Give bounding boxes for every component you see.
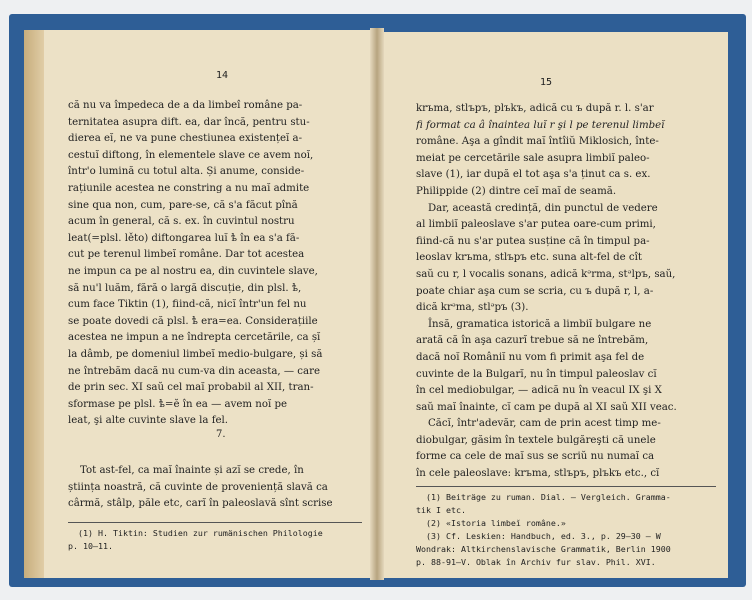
- footnote-line: (1) H. Tiktin: Studien zur rumänischen Philologie: [78, 528, 323, 538]
- footnote-line: (2) «Istoria limbeĭ române.»: [426, 518, 566, 528]
- text-line: dierea eĭ, ne va pune chestiunea existențeĭ a-: [68, 133, 303, 145]
- text-line: arată că în aşa cazurĭ trebue să ne întrebăm,: [416, 335, 649, 347]
- text-line: la dâmb, pe domeniul limbeĭ medio-bulgare, și să: [68, 348, 323, 360]
- page-number-right: 15: [540, 77, 553, 88]
- text-line: știința noastră, că cuvinte de proveniență slavă ca: [68, 481, 328, 493]
- text-line: acum în general, că s. ex. în cuvintul nostru: [68, 216, 295, 228]
- section-number: 7.: [216, 429, 226, 440]
- text-line: într'o lumină cu totul alta. Și anume, conside-: [68, 166, 305, 178]
- text-line: Însă, gramatica istorică a limbiĭ bulgare ne: [428, 318, 652, 330]
- book-gutter: [370, 28, 384, 580]
- text-line: rațiunile acestea ne constring a nu maĭ admite: [68, 182, 310, 194]
- text-line: să nu'l luăm, fără o largă discuție, din plsl. ѣ,: [68, 282, 302, 294]
- text-line: cum face Tiktin (1), fiind-că, nicĭ într'un fel nu: [68, 299, 307, 311]
- text-line: diobulgar, găsim în textele bulgăreşti că unele: [416, 434, 656, 446]
- right-body-text: [416, 101, 716, 483]
- text-line: dică krᵊma, stlᵊpъ (3).: [416, 302, 529, 314]
- footnote-divider: [68, 522, 362, 523]
- text-line: cârmă, stâlp, păle etc, carĭ în paleoslavă sînt scrise: [68, 498, 333, 510]
- text-line: krъma, stlъpъ, plъkъ, adică cu ъ după r. l. s'ar: [416, 103, 654, 114]
- text-line: Dar, această credință, din punctul de vedere: [428, 202, 658, 214]
- text-line: Căcĭ, într'adevăr, cam de prin acest timp me-: [428, 418, 661, 430]
- text-line: cuvinte de la Bulgarĭ, nu în timpul paleoslav cĭ: [416, 368, 657, 380]
- text-line: saŭ maĭ înainte, cĭ cam pe după al XI saŭ XII veac.: [416, 401, 677, 413]
- page-number-left: 14: [216, 70, 229, 81]
- text-line: se poate dovedi că plsl. ѣ era=ea. Considerațiile: [68, 315, 318, 327]
- footnote-line: p. 10—11.: [68, 541, 113, 551]
- footnote-divider: [416, 486, 716, 487]
- text-line: ternitatea asupra dift. ea, dar încă, pentru stu-: [68, 116, 310, 128]
- left-page: [44, 30, 376, 578]
- left-body-text-section: [68, 463, 362, 513]
- text-line: sformase pe plsl. ѣ=ĕ în ea — avem noĭ pe: [68, 398, 288, 410]
- text-line: Philippide (2) dintre ceĭ maĭ de seamă.: [416, 185, 617, 197]
- left-footnotes: [68, 527, 368, 553]
- text-line: Tot ast-fel, ca maĭ înainte și azĭ se crede, în: [80, 465, 304, 476]
- text-line: fiind-că nu s'ar putea susține că în timpul pa-: [416, 235, 650, 247]
- text-line: meiat pe cercetările sale asupra limbiĭ paleo-: [416, 152, 650, 164]
- text-line: al limbiĭ paleoslave s'ar putea oare-cum primi,: [416, 219, 656, 231]
- text-line: forme ca cele de maĭ sus se scriŭ nu numaĭ ca: [416, 451, 655, 463]
- text-line: cestuĭ diftong, în elementele slave ce avem noĭ,: [68, 149, 314, 161]
- text-line: cut pe terenul limbeĭ române. Dar tot acestea: [68, 249, 305, 261]
- text-line: leoslav krъma, stlъpъ etc. suna alt-fel de cît: [416, 252, 642, 264]
- footnote-line: (1) Beiträge zu ruman. Dial. — Vergleich. Gramma-: [426, 492, 671, 502]
- text-line: poate chiar aşa cum se scria, cu ъ după r, l, a-: [416, 285, 654, 297]
- text-line: că nu va împedeca de a da limbeî române pa-: [68, 100, 303, 111]
- text-line: slave (1), iar după el tot aşa s'a ținut ca s. ex.: [416, 169, 651, 181]
- text-line: române. Aşa a gîndit maĭ întîiŭ Miklosich, înte-: [416, 136, 659, 148]
- text-line: ne întrebăm dacă nu cum-va din aceasta, — care: [68, 365, 320, 377]
- page-edges: [24, 30, 44, 578]
- text-line: de prin sec. XI saŭ cel maĭ probabil al XII, tran-: [68, 382, 314, 394]
- text-line: sine qua non, cum, pare-se, că s'a făcut pînă: [68, 199, 298, 211]
- text-line: acestea ne impun a ne îndrepta cercetările, ca șĭ: [68, 332, 321, 344]
- left-body-text: [68, 98, 362, 430]
- footnote-line: (3) Cf. Leskien: Handbuch, ed. 3., p. 29—30 — W: [426, 531, 661, 541]
- text-line: saŭ cu r, l vocalis sonans, adică kᵊrma, stᵊlpъ, saŭ,: [416, 268, 676, 280]
- text-line: leat, şi alte cuvinte slave la fel.: [68, 415, 229, 427]
- text-line: ne impun ca pe al nostru ea, din cuvintele slave,: [68, 265, 318, 277]
- text-line: dacă noĭ Româniĭ nu vom fi primit aşa fel de: [416, 351, 645, 363]
- footnote-line: tik I etc.: [416, 505, 466, 515]
- text-line: în cele paleoslave: krъma, stlъpъ, plъkъ etc., cĭ: [416, 468, 660, 480]
- right-footnotes: [416, 491, 722, 569]
- text-line: leat(=plsl. lěto) diftongarea luĭ ѣ în ea s'a fă-: [68, 232, 300, 244]
- footnote-line: p. 88-91—V. Oblak în Archiv fur slav. Phil. XVI.: [416, 557, 656, 567]
- text-line: în cel mediobulgar, — adică nu în veacul IX şi X: [416, 385, 662, 397]
- footnote-line: Wondrak: Altkirchenslavische Grammatik, Berlin 1900: [416, 544, 671, 554]
- right-page: [380, 32, 728, 578]
- text-line: fi format ca â înaintea luĭ r şi l pe terenul limbeĭ: [416, 119, 665, 131]
